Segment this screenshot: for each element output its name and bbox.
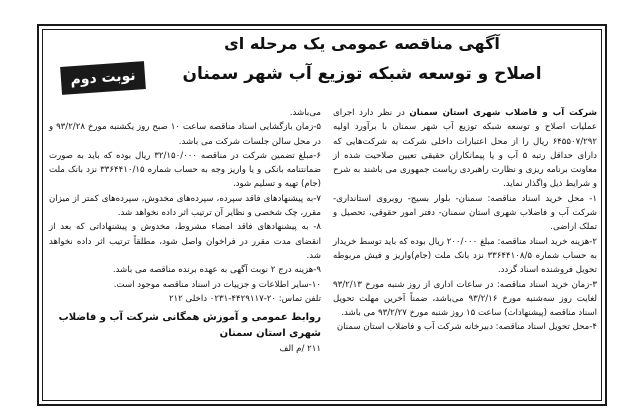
- publisher-line-2: شهری استان سمنان: [219, 328, 321, 340]
- item-8: ۸- به پیشنهادهای فاقد امضاء مشروط، مخدوش و پیشنهاداتی که بعد از انقضای مدت مقرر در فراخوان واصل شود، مطلقاً ترتیب اثر داده نخواهد شد.: [49, 222, 321, 261]
- company-name: شرکت آب و فاضلاب شهری استان سمنان: [409, 108, 597, 118]
- item-7: ۷-به پیشنهادهای فاقد سپرده، سپرده‌های مخدوش، سپرده‌های کمتر از میزان مقرر، چک شخصی و نظایر آن ترتیب اثر داده نخواهد شد.: [49, 193, 321, 219]
- intro-paragraph: [333, 106, 597, 192]
- item-3: ۳-زمان خرید اسناد مناقصه: در ساعات اداری از روز شنبه مورخ ۹۳/۲/۱۳ لغایت روز سه‌شنبه مورخ ۹۳/۲/۱۶ می‌باشد، ضمناً آخرین مهلت تحویل اسناد مناقصه (پیشنهادات) ساعت ۱۵ روز شنبه مورخ ۹۳/۲/۲۷ می باشد.: [333, 279, 597, 319]
- contact-phone: تلفن تماس: ۲۰-۴۴۲۹۱۱۷-۰۲۳۱ داخلی ۲۱۲: [168, 293, 321, 304]
- left-column: [49, 106, 321, 398]
- ad-subtitle: اصلاح و توسعه شبکه توزیع آب شهر سمنان: [182, 64, 542, 84]
- second-round-badge: نوبت دوم: [60, 61, 146, 95]
- item-2: ۲-هزینه خرید اسناد مناقصه: مبلغ ۲۰۰/۰۰۰ ریال بوده که باید توسط خریدار به حساب شماره ۳۳۶۴۴۱۰۸/۵ نزد بانک ملت (جام)واریز و فیش مربوطه تحویل فروشنده اسناد گردد.: [333, 236, 597, 276]
- item-6: ۶-مبلغ تضمین شرکت در مناقصه ۳۲/۱۵۰/۰۰۰ ریال بوده که باید به صورت ضمانتنامه بانکی و یا واریز وجه به حساب شماره ۳۳۶۴۴۱۰/۱۵ نزد بانک ملت (جام) تهیه و تسلیم شود.: [49, 150, 321, 190]
- right-column: [333, 106, 597, 398]
- item-9: ۹-هزینه درج ۲ نوبت آگهی به عهده برنده مناقصه می باشد.: [112, 265, 321, 276]
- publisher-signature: [49, 310, 321, 342]
- publisher-line-1: روابط عمومی و آموزش همگانی شرکت آب و فاضلاب: [58, 312, 321, 324]
- tender-advertisement: [37, 24, 607, 406]
- item-1: ۱- محل خرید اسناد مناقصه: سمنان- بلوار بسیج- روبروی استانداری- شرکت آب و فاضلاب شهری استان سمنان- دفتر امور حقوقی، تحصیل و تملک اراضی.: [333, 193, 597, 233]
- ad-code: ۲۱۱ /م الف: [279, 344, 321, 355]
- item-4-continued: می‌باشد.: [289, 108, 321, 118]
- intro-text: در نظر دارد اجرای عملیات اصلاح و توسعه شبکه توزیع آب شهر سمنان با برآورد اولیه ۶۴۵۵۰۷/۲۹۲ ریال را از محل اعتبارات داخلی شرکت به شرکت‌هایی که دارای حداقل رتبه ۵ آب و یا پیمانکاران حقیقی تعیین صلاحیت شده از معاونت برنامه ریزی و نظارت راهبردی ریاست جمهوری می باشند به شرح و شرایط ذیل واگذار نماید.: [333, 108, 597, 190]
- item-4: ۴-محل تحویل اسناد مناقصه: دبیرخانه شرکت آب و فاضلاب استان سمنان: [336, 322, 597, 333]
- item-10: ۱۰-سایر اطلاعات و جزییات در اسناد مناقصه موجود است.: [113, 279, 321, 290]
- ad-title: آگهی مناقصه عمومی یک مرحله ای: [224, 34, 500, 53]
- item-5: ۵-زمان بازگشایی اسناد مناقصه ساعت ۱۰ صبح روز یکشنبه مورخ ۹۳/۲/۲۸ و در محل سالن جلسات شرکت می باشد.: [49, 122, 321, 147]
